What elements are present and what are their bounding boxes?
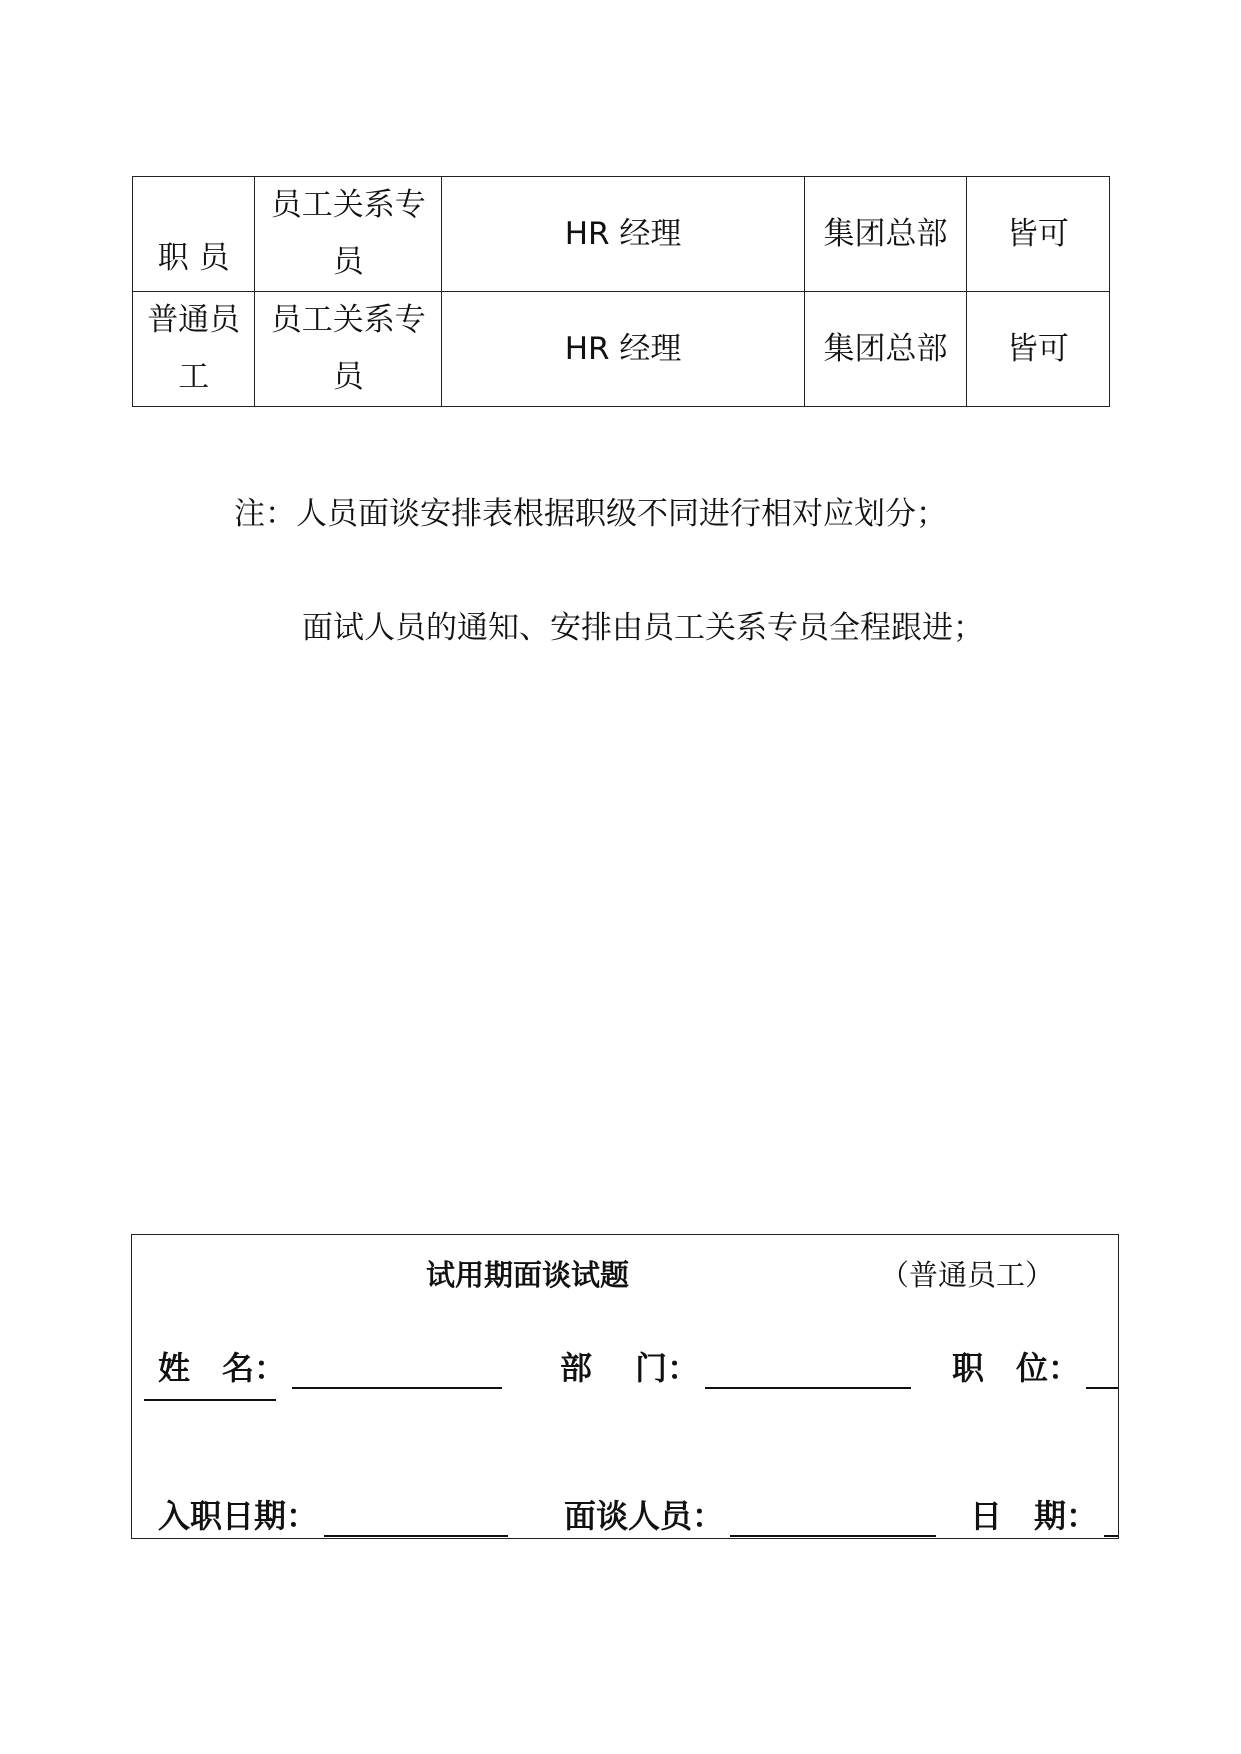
interviewer-label: 面谈人员： xyxy=(564,1497,725,1535)
position-label: 职 位： xyxy=(952,1349,1081,1387)
name-field xyxy=(158,1343,502,1389)
note-line-1: 注：人员面谈安排表根据职级不同进行相对应划分； xyxy=(234,496,947,532)
form-subtitle: （普通员工） xyxy=(880,1258,1055,1292)
join-date-field xyxy=(158,1491,508,1537)
interviewer-cell: HR 经理 xyxy=(442,292,805,407)
contact-cell: 员工关系专员 xyxy=(255,292,442,407)
name-label: 姓 名： xyxy=(158,1349,287,1387)
mode-cell: 皆可 xyxy=(966,292,1109,407)
table-row xyxy=(133,292,1110,407)
interviewer-blank[interactable] xyxy=(730,1505,936,1537)
department-label: 部 门： xyxy=(560,1349,700,1387)
join-date-label: 入职日期： xyxy=(158,1497,319,1535)
position-blank-continued[interactable] xyxy=(144,1399,276,1401)
date-field xyxy=(970,1491,1119,1537)
interviewer-field xyxy=(564,1491,936,1537)
level-cell: 普通员工 xyxy=(133,292,255,407)
date-blank[interactable] xyxy=(1104,1505,1119,1537)
form-title: 试用期面谈试题 xyxy=(426,1258,630,1292)
contact-cell: 员工关系专员 xyxy=(255,177,442,292)
join-date-blank[interactable] xyxy=(324,1505,508,1537)
level-cell: 职 员 xyxy=(133,177,255,292)
interview-assignment-table xyxy=(132,176,1110,407)
date-label: 日 期： xyxy=(970,1497,1099,1535)
name-blank[interactable] xyxy=(292,1357,502,1389)
table-row xyxy=(133,177,1110,292)
department-blank[interactable] xyxy=(705,1357,911,1389)
position-blank[interactable] xyxy=(1086,1357,1119,1389)
mode-cell: 皆可 xyxy=(966,177,1109,292)
note-line-2: 面试人员的通知、安排由员工关系专员全程跟进； xyxy=(302,610,984,646)
place-cell: 集团总部 xyxy=(805,292,967,407)
position-field xyxy=(952,1343,1119,1389)
interviewer-cell: HR 经理 xyxy=(442,177,805,292)
place-cell: 集团总部 xyxy=(805,177,967,292)
department-field xyxy=(560,1343,911,1389)
interview-form xyxy=(131,1234,1119,1539)
